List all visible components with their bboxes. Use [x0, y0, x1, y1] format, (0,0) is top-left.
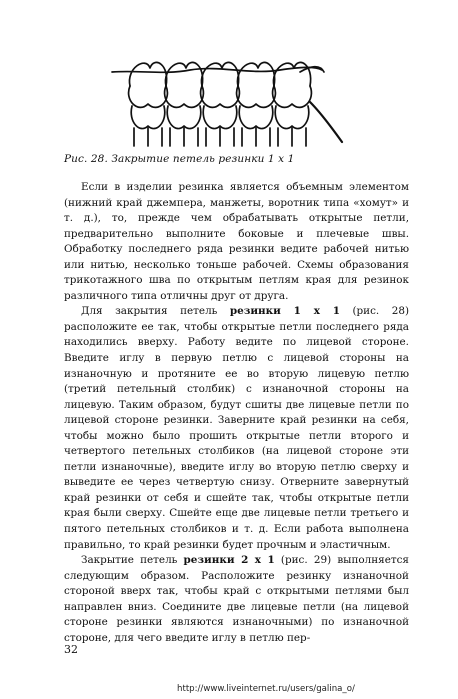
rib-2x1-term: резинки 2 х 1: [183, 554, 275, 567]
rib-1x1-term: резинки 1 х 1: [229, 305, 340, 318]
paragraph-1: Если в изделии резинка является объемным элементом (нижний край джемпера, манжеты, воротник типа «хомут» и т. д.), то, прежде чем обрабатывать открытые петли, предварительно выполните боковые и плечевые швы. Обработку последнего ряда резинки ведите рабочей нитью или нитью, несколько тоньше рабочей. Схемы образования трикотажного шва по открытым петлям края для резинок различного типа отличны друг от друга.: [64, 181, 409, 302]
paragraph-3: Закрытие петель резинки 2 х 1 (рис. 29) выполняется следующим образом. Расположите резинку изнаночной стороной вверх так, чтобы край с открытыми петлями был направлен вниз. Соедините две лицевые петли (на лицевой стороне резинки являются изнаночными) по изнаночной стороне, для чего введите иглу в петлю пер-: [64, 554, 409, 644]
page-number: 32: [64, 643, 78, 656]
middle-loops: [129, 86, 312, 107]
yarn-thread: [112, 67, 322, 72]
knitting-diagram: [110, 42, 350, 160]
source-url-watermark: http://www.liveinternet.ru/users/galina_o/: [177, 684, 355, 694]
stitch-loops-illustration: [110, 42, 350, 160]
body-text: [64, 180, 409, 646]
figure-caption: Рис. 28. Закрытие петель резинки 1 х 1: [64, 153, 295, 165]
stitch-columns: [131, 106, 309, 146]
needle: [310, 102, 342, 142]
paragraph-2: Для закрытия петель резинки 1 х 1 (рис. 28) расположите ее так, чтобы открытые петли последнего ряда находились вверху. Работу ведите по лицевой стороне. Введите иглу в первую петлю с лицевой стороны на изнаночную и протяните ее во вторую лицевую петлю (третий петельный столбик) с изнаночной стороны на лицевую. Таким образом, будут сшиты две лицевые петли по лицевой стороне резинки. Заверните край резинки на себя, чтобы можно было прошить открытые петли второго и четвертого петельных столбиков (на лицевой стороне эти петли изнаночные), введите иглу во вторую петлю сверху и выведите ее через четвертую снизу. Отверните завернутый край резинки от себя и сшейте так, чтобы открытые петли края были сверху. Сшейте еще две лицевые петли третьего и пятого петельных столбиков и т. д. Если работа выполнена правильно, то край резинки будет прочным и эластичным.: [64, 305, 409, 551]
top-loops: [129, 62, 310, 86]
